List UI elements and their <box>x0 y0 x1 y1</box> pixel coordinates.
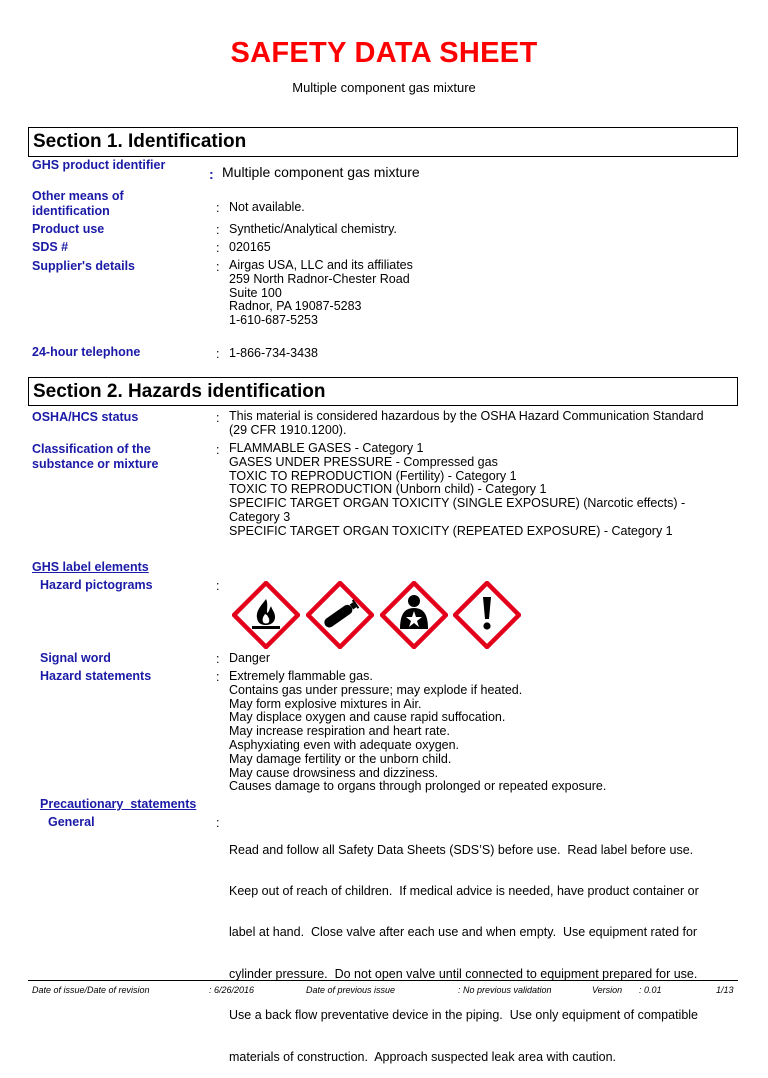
classification-line: GASES UNDER PRESSURE - Compressed gas <box>229 454 498 469</box>
general-line: label at hand. Close valve after each use and when empty. Use equipment rated for <box>229 925 698 940</box>
precautionary-statements-heading: Precautionary statements <box>40 797 197 811</box>
label-osha-hcs-status: OSHA/HCS status <box>32 410 139 424</box>
classification-line: TOXIC TO REPRODUCTION (Unborn child) - Category 1 <box>229 482 547 497</box>
supplier-line: 1-610-687-5253 <box>229 313 318 328</box>
classification-line: SPECIFIC TARGET ORGAN TOXICITY (REPEATED EXPOSURE) - Category 1 <box>229 523 673 538</box>
label-other-means: Other means of identification <box>32 189 124 218</box>
flame-pictogram-icon <box>232 581 300 649</box>
footer-previous-label: Date of previous issue <box>306 985 396 995</box>
value-general <box>229 816 699 1078</box>
health-hazard-pictogram-icon <box>380 581 448 649</box>
general-line: cylinder pressure. Do not open valve until connected to equipment prepared for use. <box>229 966 698 981</box>
section1-heading: Section 1. Identification <box>28 127 738 157</box>
hazard-statement: May displace oxygen and cause rapid suffocation. <box>229 710 506 725</box>
label-hazard-pictograms: Hazard pictograms <box>40 578 153 592</box>
label-general: General <box>48 815 95 829</box>
footer-version-value: : 0.01 <box>639 985 662 995</box>
label-supplier-details: Supplier's details <box>32 259 136 273</box>
classification-line: Category 3 <box>229 509 291 524</box>
value-24-hour-telephone: 1-866-734-3438 <box>229 346 318 360</box>
colon: : <box>216 201 220 215</box>
colon: : <box>216 652 220 666</box>
classification-line: TOXIC TO REPRODUCTION (Fertility) - Category 1 <box>229 468 517 483</box>
supplier-line: Suite 100 <box>229 285 282 300</box>
label-24-hour-telephone: 24-hour telephone <box>32 345 141 359</box>
hazard-statement: Contains gas under pressure; may explode if heated. <box>229 682 523 697</box>
colon: : <box>216 670 220 684</box>
value-supplier-details <box>229 259 413 328</box>
hazard-statement: May cause drowsiness and dizziness. <box>229 765 439 780</box>
footer-date-value: : 6/26/2016 <box>209 985 255 995</box>
hazard-statement: Extremely flammable gas. <box>229 669 373 683</box>
label-product-use: Product use <box>32 222 105 236</box>
general-line: Use a back flow preventative device in the piping. Use only equipment of compatible <box>229 1008 699 1023</box>
document-title: SAFETY DATA SHEET <box>230 37 538 69</box>
hazard-statement: May damage fertility or the unborn child. <box>229 751 452 766</box>
footer-page-number: 1/13 <box>716 985 734 995</box>
label-ghs-product-identifier: GHS product identifier <box>32 158 166 172</box>
general-line: materials of construction. Approach suspected leak area with caution. <box>229 1049 617 1064</box>
footer-version-label: Version <box>592 985 623 995</box>
hazard-statement: Asphyxiating even with adequate oxygen. <box>229 737 460 752</box>
value-signal-word: Danger <box>229 651 270 665</box>
supplier-line: 259 North Radnor-Chester Road <box>229 271 410 286</box>
value-product-use: Synthetic/Analytical chemistry. <box>229 222 397 236</box>
colon: : <box>216 260 220 274</box>
footer-divider <box>28 980 738 981</box>
document-subtitle: Multiple component gas mixture <box>292 80 476 95</box>
footer-previous-value: : No previous validation <box>458 985 552 995</box>
value-other-means: Not available. <box>229 200 305 214</box>
label-signal-word: Signal word <box>40 651 111 665</box>
supplier-line: Radnor, PA 19087-5283 <box>229 299 362 314</box>
colon: : <box>216 223 220 237</box>
label-hazard-statements: Hazard statements <box>40 669 152 683</box>
colon: : <box>216 579 220 593</box>
footer-date-label: Date of issue/Date of revision <box>32 985 150 995</box>
colon: : <box>216 816 220 830</box>
value-hazard-statements <box>229 670 606 794</box>
hazard-statement: Causes damage to organs through prolonged or repeated exposure. <box>229 779 607 794</box>
value-classification <box>229 442 685 539</box>
osha-line: (29 CFR 1910.1200). <box>229 422 347 437</box>
colon: : <box>216 443 220 457</box>
colon: : <box>216 411 220 425</box>
supplier-line: Airgas USA, LLC and its affiliates <box>229 258 413 272</box>
general-line: Read and follow all Safety Data Sheets (SDS’S) before use. Read label before use. <box>229 842 694 857</box>
colon: : <box>216 347 220 361</box>
value-osha-hcs-status <box>229 410 704 438</box>
label-classification: Classification of the substance or mixture <box>32 442 159 471</box>
value-ghs-product-identifier: Multiple component gas mixture <box>222 164 420 180</box>
gas-cylinder-pictogram-icon <box>306 581 374 649</box>
colon: : <box>209 166 214 182</box>
classification-line: FLAMMABLE GASES - Category 1 <box>229 441 424 455</box>
ghs-label-elements-heading: GHS label elements <box>32 560 149 574</box>
classification-line: SPECIFIC TARGET ORGAN TOXICITY (SINGLE EXPOSURE) (Narcotic effects) - <box>229 496 686 511</box>
osha-line: This material is considered hazardous by the OSHA Hazard Communication Standard <box>229 409 704 423</box>
general-line: Keep out of reach of children. If medical advice is needed, have product container or <box>229 883 699 898</box>
colon: : <box>216 241 220 255</box>
value-sds-number: 020165 <box>229 240 271 254</box>
exclamation-mark-pictogram-icon <box>453 581 521 649</box>
hazard-statement: May form explosive mixtures in Air. <box>229 696 422 711</box>
section2-heading: Section 2. Hazards identification <box>28 377 738 406</box>
label-sds-number: SDS # <box>32 240 69 254</box>
hazard-statement: May increase respiration and heart rate. <box>229 724 450 739</box>
